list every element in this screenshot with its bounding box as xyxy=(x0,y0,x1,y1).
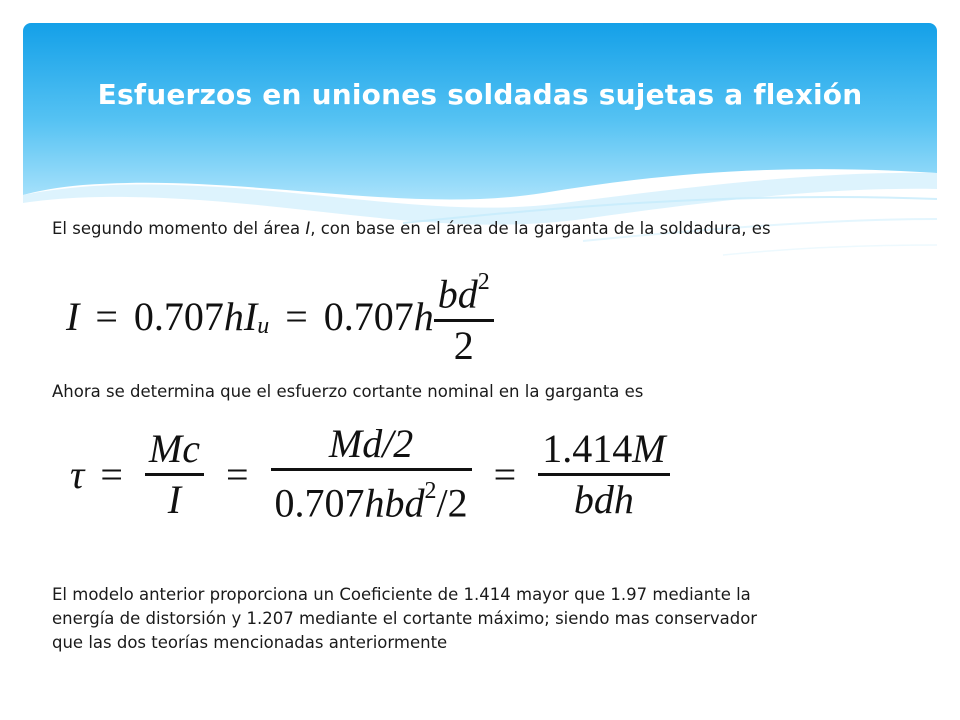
eq1-h-2: h xyxy=(413,293,434,339)
conclusion-paragraph xyxy=(52,583,912,655)
eq2-f2-numerator: Md/2 xyxy=(328,421,414,467)
eq2-f1-numerator: Mc xyxy=(148,425,200,471)
eq1-fraction-numerator xyxy=(434,264,494,318)
eq2-fraction-1 xyxy=(145,427,204,522)
eq1-num-bd: bd xyxy=(437,271,478,317)
eq2-equals-2: = xyxy=(225,451,249,497)
eq2-tau: τ xyxy=(70,451,85,497)
eq2-f2-den-tail: /2 xyxy=(436,480,468,526)
eq1-Iu-subscript: u xyxy=(257,312,270,339)
eq1-equals-2: = xyxy=(285,293,308,339)
eq2-fraction-3 xyxy=(538,427,669,522)
eq2-f3-denominator: bdh xyxy=(573,476,634,522)
eq2-f2-den-hbd: hbd xyxy=(364,480,425,526)
eq2-f2-den-exponent: 2 xyxy=(424,478,437,505)
intro-paragraph xyxy=(52,217,771,241)
intro-text-after: , con base en el área de la garganta de la soldadura, es xyxy=(310,219,771,238)
intro-var-i: I xyxy=(305,219,311,238)
conclusion-line-1: El modelo anterior proporciona un Coeficiente de 1.414 mayor que 1.97 mediante la xyxy=(52,585,751,604)
intro-text-before: El segundo momento del área xyxy=(52,219,306,238)
eq1-fraction xyxy=(434,264,494,367)
eq2-f3-num-coef: 1.414 xyxy=(542,425,633,471)
eq2-f2-denominator xyxy=(271,471,472,525)
eq1-lhs: I xyxy=(66,293,80,339)
shear-stress-paragraph: Ahora se determina que el esfuerzo cortante nominal en la garganta es xyxy=(52,382,644,401)
eq2-f3-numerator xyxy=(538,427,669,473)
eq2-equals-3: = xyxy=(493,451,517,497)
conclusion-line-2: energía de distorsión y 1.207 mediante el cortante máximo; siendo mas conservador xyxy=(52,609,758,628)
eq2-fraction-2 xyxy=(271,422,472,525)
conclusion-line-3: que las dos teorías mencionadas anteriormente xyxy=(52,633,448,652)
slide-title: Esfuerzos en uniones soldadas sujetas a flexión xyxy=(97,78,863,111)
eq1-fraction-denominator: 2 xyxy=(453,322,474,368)
eq2-f3-num-M: M xyxy=(632,425,666,471)
eq1-coef-1: 0.707 xyxy=(133,293,224,339)
eq1-num-exponent: 2 xyxy=(477,269,490,296)
equation-second-moment xyxy=(66,269,500,368)
eq2-f1-denominator: I xyxy=(167,476,182,522)
eq1-h-1: h xyxy=(223,293,244,339)
equation-shear-stress xyxy=(70,421,676,526)
eq1-equals-1: = xyxy=(95,293,118,339)
eq2-f2-den-coef: 0.707 xyxy=(274,480,365,526)
eq1-Iu: I xyxy=(243,293,258,339)
eq2-equals-1: = xyxy=(100,451,123,497)
eq1-coef-2: 0.707 xyxy=(323,293,414,339)
